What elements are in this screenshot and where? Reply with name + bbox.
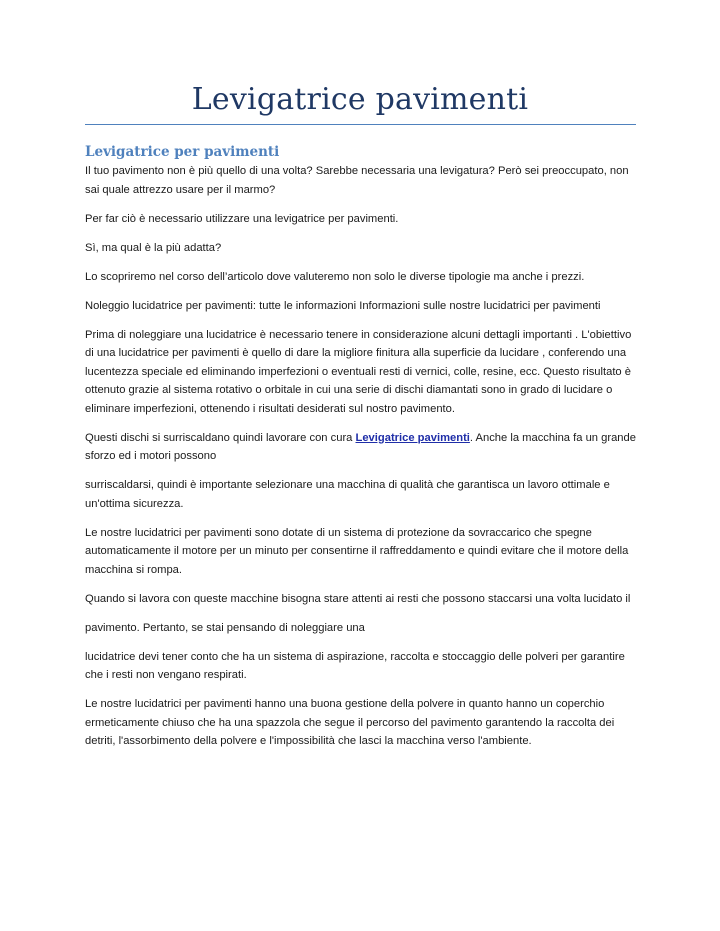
- paragraph: Le nostre lucidatrici per pavimenti sono dotate di un sistema di protezione da sovraccarico che spegne automaticamente il motore per un minuto per consentirne il raffreddamento e quindi evitare che il motore della macchina si rompa.: [85, 526, 629, 576]
- paragraph: Il tuo pavimento non è più quello di una volta? Sarebbe necessaria una levigatura? Però sei preoccupato, non sai quale attrezzo usare per il marmo?: [85, 165, 629, 196]
- link-paragraph-after: . Anche la macchina fa un grande sforzo ed i motori possono: [85, 431, 636, 462]
- levigatrice-pavimenti-link[interactable]: Levigatrice pavimenti: [355, 431, 470, 444]
- paragraph: Le nostre lucidatrici per pavimenti hanno una buona gestione della polvere in quanto hanno un coperchio ermeticamente chiuso che ha una spazzola che segue il percorso del pavimento garantendo la raccolta dei detriti, l'assorbimento della polvere e l'impossibilità che lasci la macchina verso l'ambiente.: [85, 698, 615, 747]
- paragraph: surriscaldarsi, quindi è importante selezionare una macchina di qualità che garantisca un lavoro ottimale e un'ottima sicurezza.: [85, 479, 610, 510]
- paragraph: Per far ciò è necessario utilizzare una levigatrice per pavimenti.: [85, 212, 399, 225]
- title-divider: [85, 124, 636, 125]
- paragraph: Noleggio lucidatrice per pavimenti: tutte le informazioni Informazioni sulle nostre lucidatrici per pavimenti: [85, 299, 601, 312]
- link-paragraph-before: Questi dischi si surriscaldano quindi lavorare con cura: [85, 431, 356, 444]
- paragraph: lucidatrice devi tener conto che ha un sistema di aspirazione, raccolta e stoccaggio delle polveri per garantire che i resti non vengano respirati.: [85, 650, 625, 681]
- paragraph-with-link: [85, 429, 637, 466]
- section-heading: Levigatrice per pavimenti: [85, 144, 280, 160]
- document-body: [85, 143, 637, 761]
- paragraph: Quando si lavora con queste macchine bisogna stare attenti ai resti che possono staccarsi una volta lucidato il: [85, 592, 631, 605]
- paragraph: pavimento. Pertanto, se stai pensando di noleggiare una: [85, 621, 365, 634]
- document-title: Levigatrice pavimenti: [191, 82, 529, 117]
- paragraph: Prima di noleggiare una lucidatrice è necessario tenere in considerazione alcuni dettagli importanti . L'obiettivo di una lucidatrice per pavimenti è quello di dare la migliore finitura alla superficie da lucidare , conferendo una lucentezza speciale ed eliminando imperfezioni o eventuali resti di vernici, colle, resine, ecc. Questo risultato è ottenuto grazie al sistema rotativo o orbitale in cui una serie di dischi diamantati sono in grado di lucidare o eliminare imperfezioni, ottenendo i risultati desiderati sul nostro pavimento.: [85, 328, 632, 415]
- paragraph: Sì, ma qual è la più adatta?: [85, 241, 222, 254]
- paragraph: Lo scopriremo nel corso dell’articolo dove valuteremo non solo le diverse tipologie ma anche i prezzi.: [85, 270, 585, 283]
